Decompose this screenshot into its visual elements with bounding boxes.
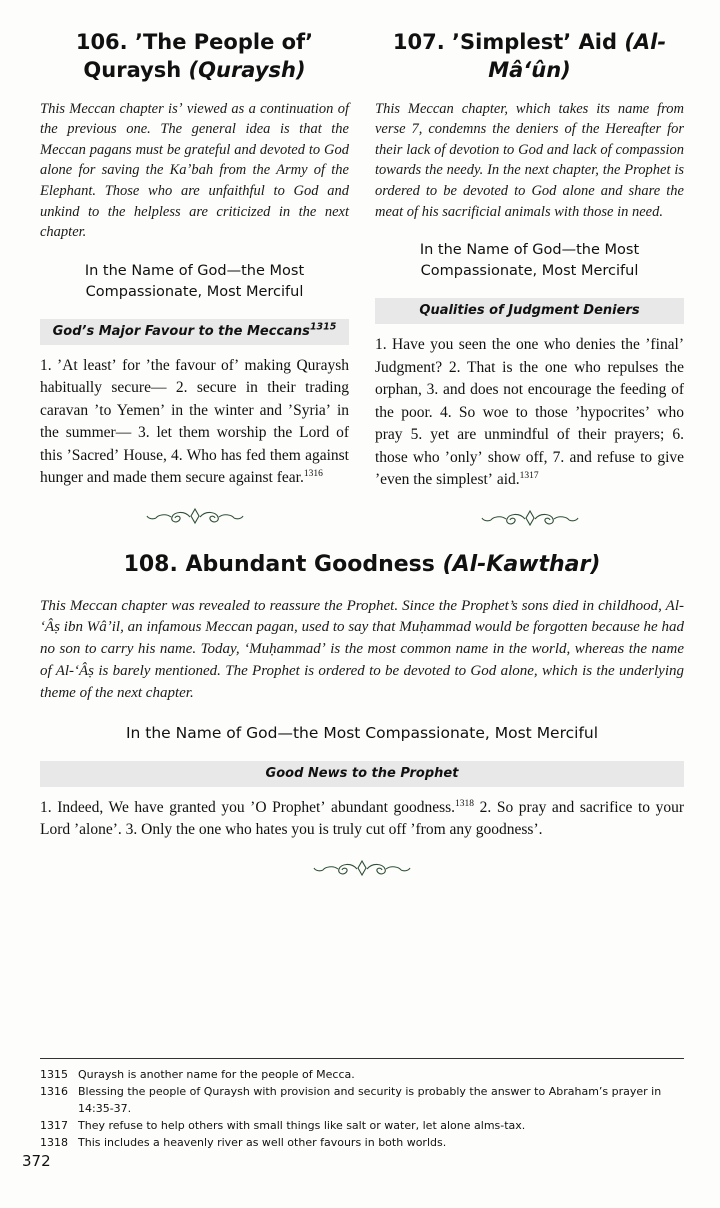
chapter-108-block: [40, 550, 684, 880]
chapter-106-heading: [40, 28, 349, 85]
column-chapter-106: [40, 20, 349, 534]
footnote-text: This includes a heavenly river as well other favours in both worlds.: [78, 1136, 447, 1150]
footnote-item: [40, 1083, 684, 1117]
footnote-number: 1318: [40, 1136, 68, 1150]
chapter-106-section-footnote-ref: 1315: [309, 321, 337, 333]
ornament-divider-107: [375, 507, 684, 530]
chapter-107-title: ʼSimplestʼ Aid: [452, 30, 618, 54]
chapter-108-section-title: Good News to the Prophet: [265, 765, 459, 781]
chapter-107-section-heading: [375, 298, 684, 324]
column-chapter-107: [375, 20, 684, 534]
chapter-107-verses-footnote-ref: 1317: [519, 470, 539, 481]
footnote-item: [40, 1134, 684, 1151]
chapter-107-arabic-name: (Al-Mâʻûn): [488, 30, 667, 83]
ornament-divider-108: [40, 858, 684, 881]
chapter-108-verses-part2: 2. So pray and sacrifice to your Lord ʼaloneʼ. 3. Only the one who hates you is truly cut off ʼfrom any goodnessʼ.: [40, 798, 684, 839]
footnote-number: 1317: [40, 1119, 68, 1133]
footnote-item: [40, 1066, 684, 1083]
footnote-text: Blessing the people of Quraysh with provision and security is probably the answer to Abraham’s prayer in 14:35-37.: [78, 1085, 662, 1116]
two-column-area: [40, 20, 684, 534]
footnote-text: Quraysh is another name for the people of Mecca.: [78, 1068, 355, 1081]
footnote-number: 1315: [40, 1068, 68, 1081]
chapter-107-verses: [375, 334, 684, 491]
footnote-text: They refuse to help others with small things like salt or water, let alone alms-tax.: [78, 1119, 526, 1133]
chapter-108-verses-part1: 1. Indeed, We have granted you ʼO Prophetʼ abundant goodness.: [40, 798, 456, 816]
chapter-108-number: 108.: [123, 551, 178, 577]
chapter-107-intro: This Meccan chapter, which takes its name from verse 7, condemns the deniers of the Hereafter for their lack of devotion to God and lack of compassion towards the needy. In the next chapter, the Prophet is ordered to be devoted to God alone and share the meat of his sacrificial animals with those in need.: [375, 100, 684, 220]
page-content: [40, 20, 684, 884]
chapter-106-number: 106.: [75, 30, 128, 54]
chapter-106-section-title: God’s Major Favour to the Meccans: [52, 323, 310, 339]
ornament-divider-106: [40, 506, 349, 529]
chapter-107-heading: [375, 28, 684, 85]
chapter-108-heading: [40, 550, 684, 580]
footnotes-section: [40, 1058, 684, 1151]
chapter-106-title: ʼThe People ofʼ Quraysh: [83, 30, 314, 83]
chapter-107-basmala: In the Name of God—the Most Compassionate, Most Merciful: [419, 242, 640, 280]
chapter-108-basmala: In the Name of God—the Most Compassionate, Most Merciful: [125, 724, 599, 743]
chapter-106-verses-text: 1. ʼAt leastʼ for ʼthe favour ofʼ making Quraysh habitually secure— 2. secure in their trading caravan ʼto Yemenʼ in the winter and ʼSyriaʼ in the summer— 3. let them worship the Lord of this ʼSacredʼ House, 4. Who has fed them against hunger and made them secure against fear.: [40, 356, 349, 487]
page-number: 372: [22, 1152, 51, 1170]
chapter-108-arabic-name: (Al-Kawthar): [442, 551, 601, 577]
chapter-108-intro: This Meccan chapter was revealed to reassure the Prophet. Since the Prophet’s sons died in childhood, Al-ʻÂṣ ibn Wâʼil, an infamous Meccan pagan, used to say that Muḥammad would be forgotten because he had no son to carry his name. Today, ʻMuḥammadʼ is the most common name in the world, whereas the name of Al-ʻÂṣ is barely mentioned. The Prophet is ordered to be devoted to God alone, which is the underlying theme of the next chapter.: [40, 597, 684, 701]
chapter-108-verses: [40, 797, 684, 842]
chapter-106-intro: This Meccan chapter isʼ viewed as a continuation of the previous one. The general idea is that the Meccan pagans must be grateful and devoted to God alone for saving the Kaʼbah from the Army of the Elephant. Those who are unfaithful to God and unkind to the helpless are criticized in the next chapter.: [40, 100, 349, 241]
chapter-106-basmala: In the Name of God—the Most Compassionate, Most Merciful: [84, 262, 305, 300]
footnote-item: [40, 1117, 684, 1134]
chapter-108-title: Abundant Goodness: [185, 551, 435, 577]
chapter-106-verses: [40, 355, 349, 490]
chapter-107-verses-text: 1. Have you seen the one who denies the ʼfinalʼ Judgment? 2. That is the one who repulses the orphan, 3. and does not encourage the feeding of the poor. 4. So woe to those ʼhypocritesʼ who pray 5. yet are unmindful of their prayers; 6. those who ʼonlyʼ show off, 7. and refuse to give ʼeven the simplestʼ aid.: [375, 336, 684, 488]
footnote-number: 1316: [40, 1085, 68, 1099]
chapter-106-arabic-name: (Quraysh): [188, 58, 306, 83]
chapter-108-verses-footnote-ref: 1318: [455, 798, 475, 809]
chapter-108-section-heading: [40, 761, 684, 787]
chapter-106-verses-footnote-ref: 1316: [303, 468, 323, 479]
chapter-107-number: 107.: [392, 30, 445, 54]
chapter-106-section-heading: [40, 319, 349, 345]
chapter-107-section-title: Qualities of Judgment Deniers: [419, 303, 640, 319]
